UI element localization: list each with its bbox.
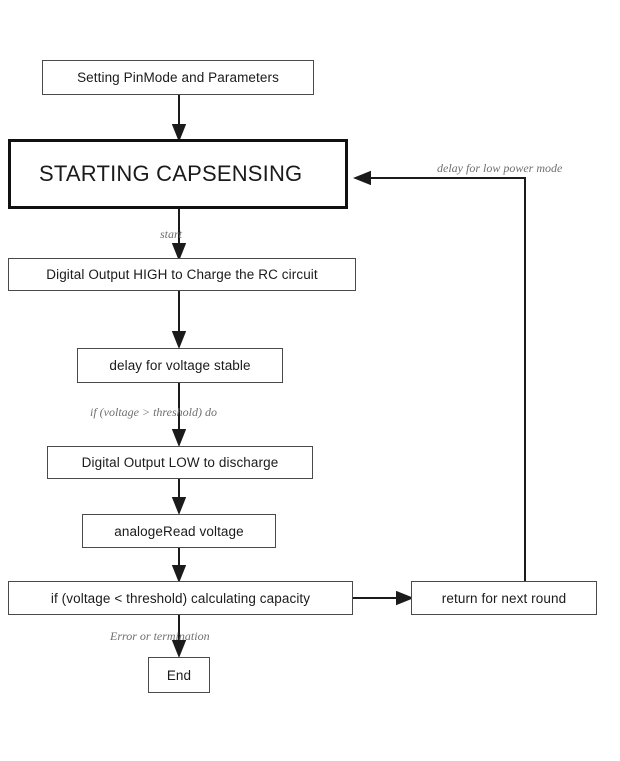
- node-label: return for next round: [441, 590, 567, 606]
- node-label: End: [166, 667, 192, 683]
- node-label: delay for voltage stable: [109, 358, 251, 373]
- node-label: analogeRead voltage: [114, 523, 244, 539]
- edge-label-error: Error or termination: [110, 629, 210, 643]
- node-analoge-read-voltage[interactable]: [82, 514, 276, 548]
- edge-label-start: start: [160, 227, 183, 241]
- edge-label-threshold: if (voltage > threshold) do: [90, 405, 217, 419]
- edge-label-low-power: delay for low power mode: [437, 161, 563, 175]
- node-label: Digital Output HIGH to Charge the RC circuit: [46, 267, 318, 282]
- node-calculating-capacity[interactable]: [8, 581, 353, 615]
- node-label: STARTING CAPSENSING: [39, 161, 303, 186]
- node-label: if (voltage < threshold) calculating capacity: [50, 590, 311, 606]
- node-return-next-round[interactable]: [411, 581, 597, 615]
- node-starting-capsensing[interactable]: [8, 139, 348, 209]
- node-setting-pinmode[interactable]: [42, 60, 314, 95]
- node-label: Digital Output LOW to discharge: [81, 455, 279, 470]
- node-digital-output-low[interactable]: [47, 446, 313, 479]
- edge-return-to-starting: [356, 178, 525, 581]
- node-end[interactable]: [148, 657, 210, 693]
- node-delay-voltage-stable[interactable]: [77, 348, 283, 383]
- node-label: Setting PinMode and Parameters: [77, 70, 279, 85]
- node-digital-output-high[interactable]: [8, 258, 356, 291]
